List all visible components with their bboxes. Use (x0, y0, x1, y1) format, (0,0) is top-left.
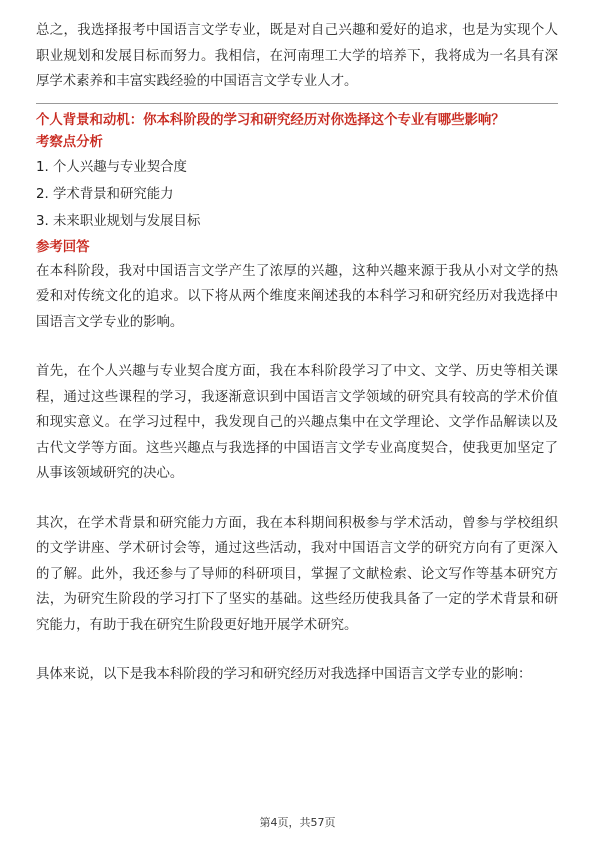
answer-heading: 参考回答 (36, 239, 90, 255)
intro-paragraph: 总之，我选择报考中国语言文学专业，既是对自己兴趣和爱好的追求，也是为实现个人职业规划和发展目标而努力。我相信，在河南理工大学的培养下，我将成为一名具有深厚学术素养和丰富实践经验的中国语言文学专业人才。 (36, 23, 558, 89)
answer-paragraph: 其次，在学术背景和研究能力方面，我在本科期间积极参与学术活动，曾参与学校组织的文学讲座、学术研讨会等，通过这些活动，我对中国语言文学的研究方向有了更深入的了解。此外，我还参与了导师的科研项目，掌握了文献检索、论文写作等基本研究方法，为研究生阶段的学习打下了坚实的基础。这些经历使我具备了一定的学术背景和研究能力，有助于我在研究生阶段更好地开展学术研究。 (36, 515, 558, 633)
page-content (36, 18, 558, 688)
analysis-point: 2. 学术背景和研究能力 (36, 186, 174, 202)
question-heading: 个人背景和动机：你本科阶段的学习和研究经历对你选择这个专业有哪些影响？ (36, 112, 505, 128)
analysis-point: 1. 个人兴趣与专业契合度 (36, 159, 187, 175)
section-divider (36, 103, 558, 104)
answer-paragraph: 具体来说，以下是我本科阶段的学习和研究经历对我选择中国语言文学专业的影响： (36, 667, 532, 682)
page-number-footer: 第4页，共57页 (259, 816, 336, 829)
analysis-point: 3. 未来职业规划与发展目标 (36, 213, 201, 229)
analysis-list (36, 154, 558, 235)
answer-paragraph: 首先，在个人兴趣与专业契合度方面，我在本科阶段学习了中文、文学、历史等相关课程，通过这些课程的学习，我逐渐意识到中国语言文学领域的研究具有较高的学术价值和现实意义。在学习过程中，我发现自己的兴趣点集中在文学理论、文学作品解读以及古代文学等方面。这些兴趣点与我选择的中国语言文学专业高度契合，使我更加坚定了从事该领域研究的决心。 (36, 364, 558, 481)
analysis-heading: 考察点分析 (36, 134, 103, 150)
answer-paragraph: 在本科阶段，我对中国语言文学产生了浓厚的兴趣，这种兴趣来源于我从小对文学的热爱和对传统文化的追求。以下将从两个维度来阐述我的本科学习和研究经历对我选择中国语言文学专业的影响。 (36, 263, 558, 330)
